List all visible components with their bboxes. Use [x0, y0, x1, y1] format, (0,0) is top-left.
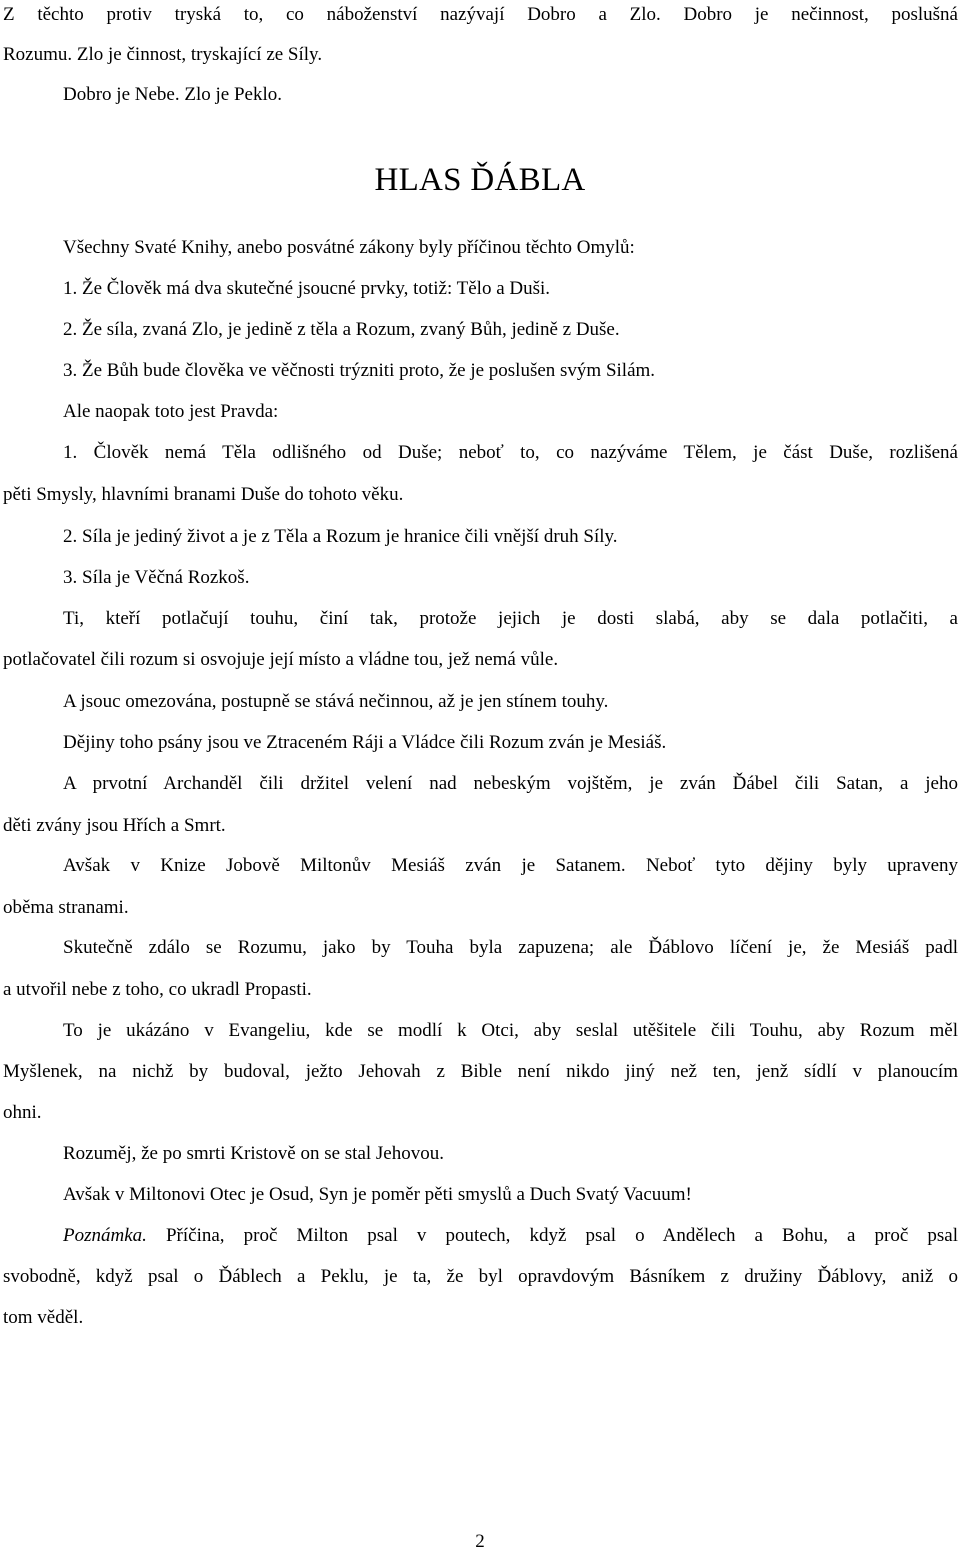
note-line-3: tom věděl.	[3, 1307, 84, 1328]
intro-line-1: Z těchto protiv tryská to, co náboženství nazývají Dobro a Zlo. Dobro je nečinnost, poslušná	[3, 4, 958, 25]
truth-item-3: 3. Síla je Věčná Rozkoš.	[63, 567, 250, 588]
truth-intro: Ale naopak toto jest Pravda:	[63, 401, 279, 422]
intro-line-3: Dobro je Nebe. Zlo je Peklo.	[63, 84, 282, 105]
note-line-1	[63, 1224, 958, 1248]
error-item-1: 1. Že Člověk má dva skutečné jsoucné prvky, totiž: Tělo a Duši.	[63, 278, 551, 299]
paragraph-5-line-1: Avšak v Knize Jobově Miltonův Mesiáš zván je Satanem. Neboť tyto dějiny byly upraveny	[63, 855, 958, 876]
error-item-3: 3. Že Bůh bude člověka ve věčnosti trýzniti proto, že je poslušen svým Silám.	[63, 360, 656, 381]
paragraph-5-line-2: oběma stranami.	[3, 897, 129, 918]
paragraph-2: A jsouc omezována, postupně se stává nečinnou, až je jen stínem touhy.	[63, 691, 609, 712]
page-number: 2	[475, 1531, 485, 1552]
note-line-2: svobodně, když psal o Ďáblech a Peklu, je ta, že byl opravdovým Básníkem z družiny Ďáblovy, aniž o	[3, 1266, 958, 1287]
paragraph-4-line-1: A prvotní Archanděl čili držitel velení nad nebeským vojštěm, je zván Ďábel čili Satan, a jeho	[63, 773, 958, 794]
note-text-1: Příčina, proč Milton psal v poutech, když psal o Andělech a Bohu, a proč psal	[146, 1225, 958, 1246]
paragraph-9: Avšak v Miltonovi Otec je Osud, Syn je poměr pěti smyslů a Duch Svatý Vacuum!	[63, 1184, 692, 1205]
paragraph-1-line-2: potlačovatel čili rozum si osvojuje její místo a vládne tou, jež nemá vůle.	[3, 649, 559, 670]
paragraph-8: Rozuměj, že po smrti Kristově on se stal Jehovou.	[63, 1143, 444, 1164]
paragraph-6-line-2: a utvořil nebe z toho, co ukradl Propasti.	[3, 979, 312, 1000]
paragraph-6-line-1: Skutečně zdálo se Rozumu, jako by Touha byla zapuzena; ale Ďáblovo líčení je, že Mesiáš padl	[63, 937, 958, 958]
paragraph-7-line-1: To je ukázáno v Evangeliu, kde se modlí k Otci, aby seslal utěšitele čili Touhu, aby Rozum měl	[63, 1020, 958, 1041]
note-label: Poznámka.	[63, 1225, 147, 1246]
intro-line-2: Rozumu. Zlo je činnost, tryskající ze Síly.	[3, 44, 323, 65]
truth-item-1-line-1: 1. Člověk nemá Těla odlišného od Duše; neboť to, co nazýváme Tělem, je část Duše, rozlišená	[63, 442, 958, 463]
truth-item-1-line-2: pěti Smysly, hlavními branami Duše do tohoto věku.	[3, 484, 404, 505]
section-heading: HLAS ĎÁBLA	[374, 162, 586, 198]
error-item-2: 2. Že síla, zvaná Zlo, je jedině z těla a Rozum, zvaný Bůh, jedině z Duše.	[63, 319, 620, 340]
errors-intro: Všechny Svaté Knihy, anebo posvátné zákony byly příčinou těchto Omylů:	[63, 237, 635, 258]
paragraph-7-line-3: ohni.	[3, 1102, 42, 1123]
paragraph-1-line-1: Ti, kteří potlačují touhu, činí tak, protože jejich je dosti slabá, aby se dala potlačiti, a	[63, 608, 958, 629]
truth-item-2: 2. Síla je jediný život a je z Těla a Rozum je hranice čili vnější druh Síly.	[63, 526, 618, 547]
paragraph-7-line-2: Myšlenek, na nichž by budoval, ježto Jehovah z Bible není nikdo jiný než ten, jenž sídlí v planoucím	[3, 1061, 958, 1082]
paragraph-3: Dějiny toho psány jsou ve Ztraceném Ráji a Vládce čili Rozum zván je Mesiáš.	[63, 732, 667, 753]
paragraph-4-line-2: děti zvány jsou Hřích a Smrt.	[3, 815, 226, 836]
